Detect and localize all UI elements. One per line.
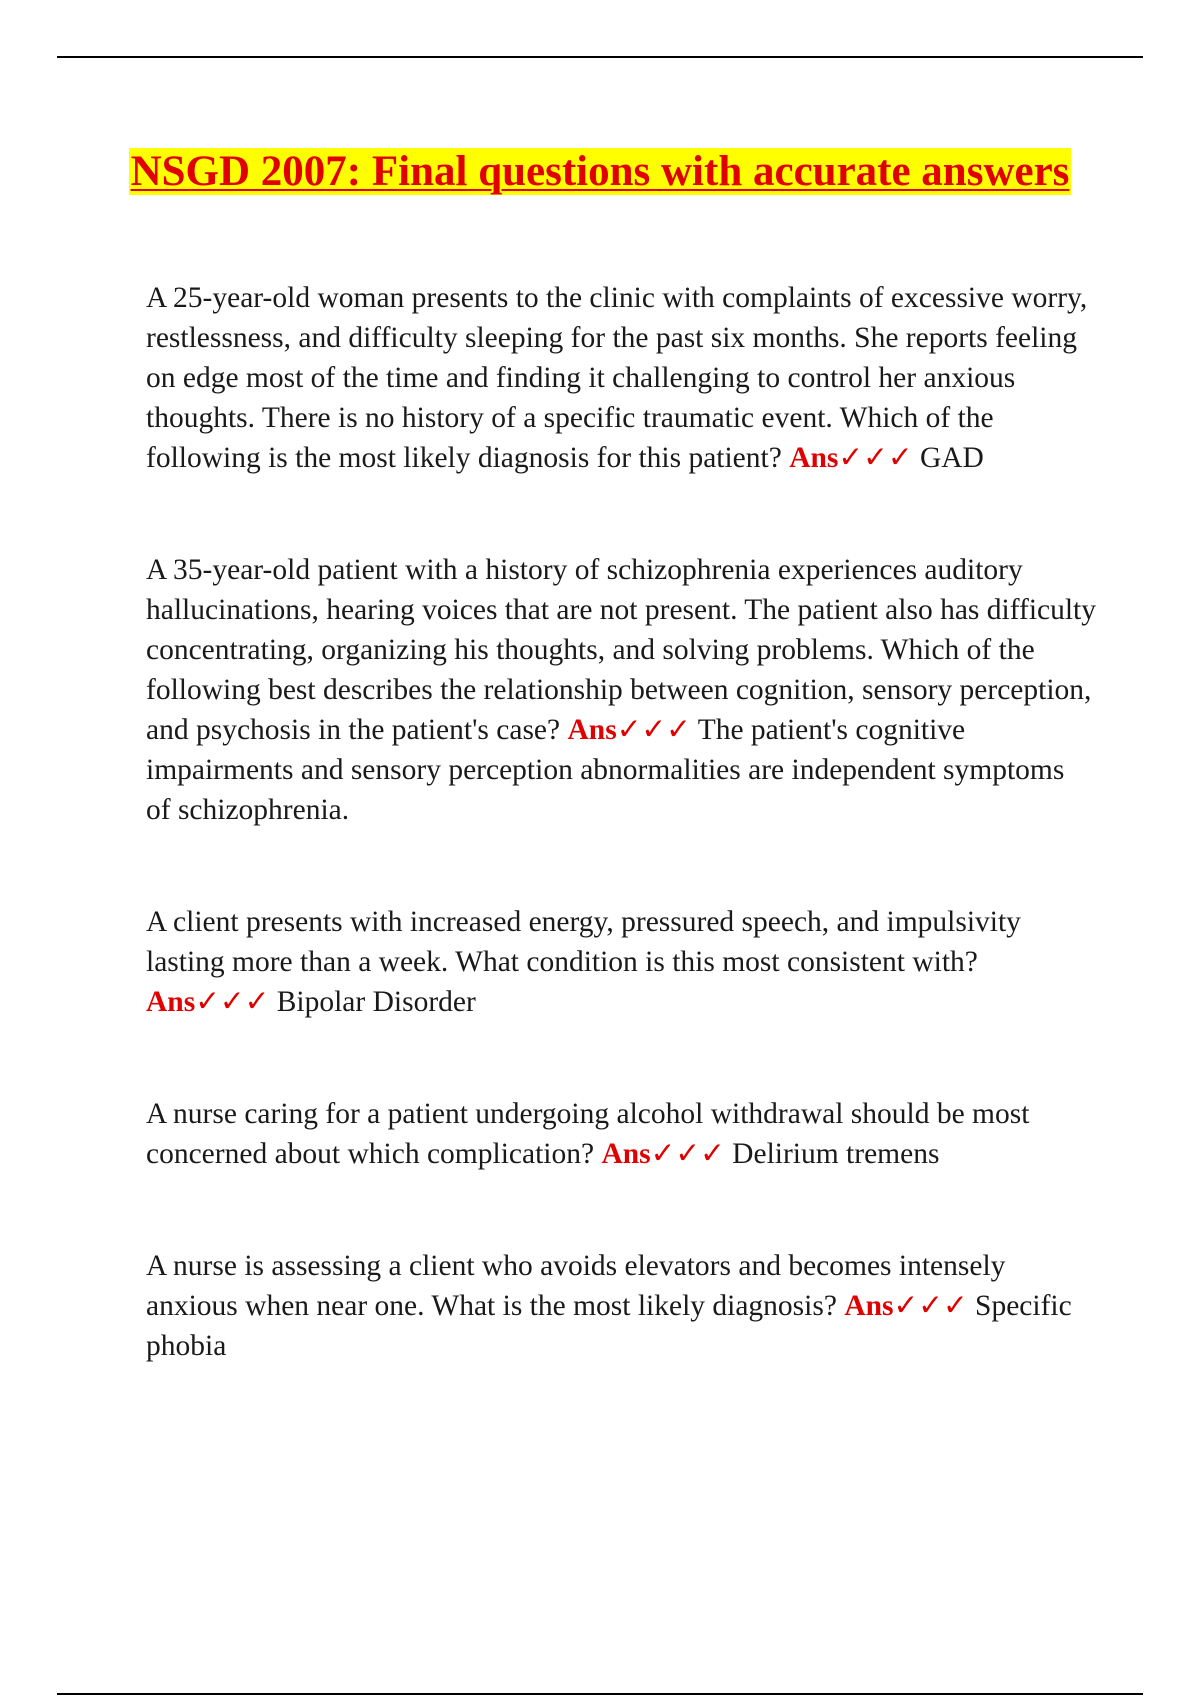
checkmarks-icon: ✓✓✓ [195, 986, 270, 1018]
qa-item-2 [146, 550, 1096, 830]
document-title: NSGD 2007: Final questions with accurate answers [130, 148, 1070, 195]
question-text: A nurse is assessing a client who avoids elevators and becomes intensely anxious when near one. What is the most likely diagnosis? [146, 1250, 1006, 1322]
qa-list [146, 278, 1096, 1366]
answer-text: Delirium tremens [732, 1138, 940, 1170]
answer-label: Ans [567, 714, 617, 746]
answer-label: Ans [601, 1138, 651, 1170]
answer-text: GAD [919, 442, 984, 474]
qa-item-4 [146, 1094, 1096, 1174]
checkmarks-icon: ✓✓✓ [616, 714, 691, 746]
qa-item-1 [146, 278, 1096, 478]
question-text: A client presents with increased energy, pressured speech, and impulsivity lasting more than a week. What condition is this most consistent with? [146, 906, 1021, 978]
answer-label: Ans [146, 986, 196, 1018]
answer-text: Specific phobia [146, 1290, 1072, 1362]
checkmarks-icon: ✓✓✓ [650, 1138, 725, 1170]
qa-item-3 [146, 902, 1096, 1022]
checkmarks-icon: ✓✓✓ [838, 442, 913, 474]
checkmarks-icon: ✓✓✓ [893, 1290, 968, 1322]
question-text: A 25-year-old woman presents to the clinic with complaints of excessive worry, restlessness, and difficulty sleeping for the past six months. She reports feeling on edge most of the time and finding it challenging to control her anxious thoughts. There is no history of a specific traumatic event. Which of the following is the most likely diagnosis for this patient? [146, 282, 1088, 474]
bottom-rule [57, 1693, 1143, 1695]
qa-item-5 [146, 1246, 1096, 1366]
answer-label: Ans [789, 442, 839, 474]
top-rule [57, 56, 1143, 58]
answer-text: The patient's cognitive impairments and sensory perception abnormalities are independent symptoms of schizophrenia. [146, 714, 1065, 826]
answer-text: Bipolar Disorder [276, 986, 476, 1018]
answer-label: Ans [844, 1290, 894, 1322]
question-text: A nurse caring for a patient undergoing alcohol withdrawal should be most concerned about which complication? [146, 1098, 1030, 1170]
title-block [100, 142, 1100, 211]
question-text: A 35-year-old patient with a history of schizophrenia experiences auditory hallucinations, hearing voices that are not present. The patient also has difficulty concentrating, organizing his thoughts, and solving problems. Which of the following best describes the relationship between cognition, sensory perception, and psychosis in the patient's case? [146, 554, 1097, 746]
